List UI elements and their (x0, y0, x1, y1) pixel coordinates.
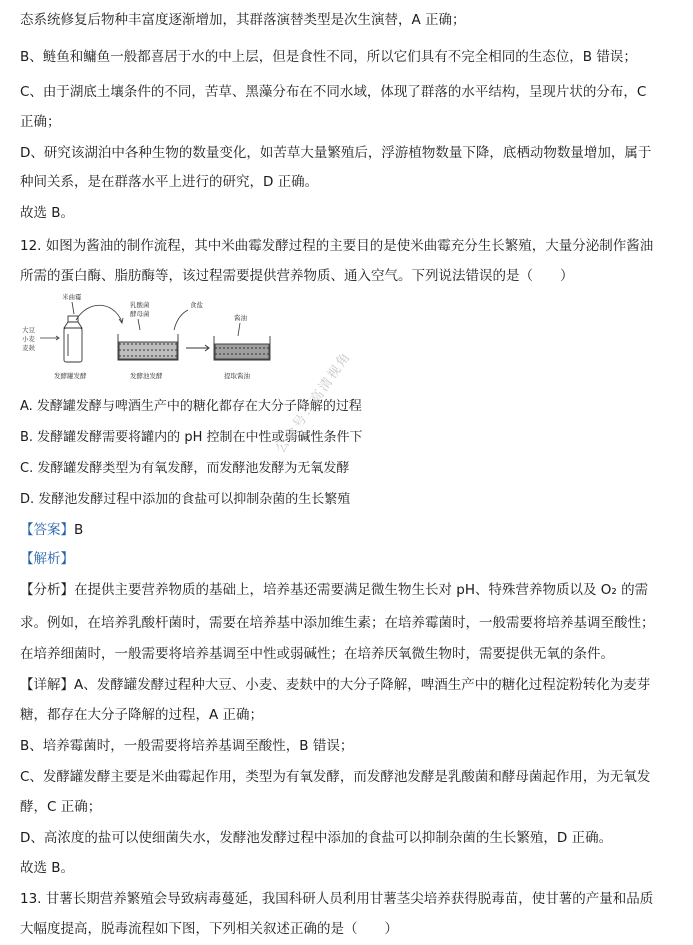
text-line: 正确； (20, 114, 61, 130)
answer (20, 520, 675, 540)
answer-value: B (74, 522, 84, 538)
analysis-label: 【解析】 (20, 551, 74, 567)
question-13-stem: 大幅度提高，脱毒流程如下图，下列相关叙述正确的是（ ） (20, 921, 398, 937)
analysis-line: 糖，都存在大分子降解的过程，A 正确； (20, 707, 264, 723)
label-stage: 提取酱油 (224, 372, 250, 380)
label-stage: 发酵池发酵 (130, 372, 163, 380)
question-12-stem: 所需的蛋白酶、脂肪酶等，该过程需要提供营养物质、通入空气。下列说法错误的是（ ） (20, 268, 574, 284)
question-13-stem: 13. 甘薯长期营养繁殖会导致病毒蔓延，我国科研人员利用甘薯茎尖培养获得脱毒苗，使甘薯的产量和品质 (20, 891, 654, 907)
question-12-stem: 12. 如图为酱油的制作流程，其中米曲霉发酵过程的主要目的是使米曲霉充分生长繁殖，大量分泌制作酱油 (20, 238, 654, 254)
analysis-line: 在培养细菌时，一般需要将培养基调至中性或弱碱性；在培养厌氧微生物时，需要提供无氧的条件。 (20, 646, 614, 662)
label-input: 小麦 (22, 335, 35, 343)
label-stage: 发酵罐发酵 (54, 372, 87, 380)
option-b: B. 发酵罐发酵需要将罐内的 pH 控制在中性或弱碱性条件下 (20, 430, 363, 445)
option-d: D. 发酵池发酵过程中添加的食盐可以抑制杂菌的生长繁殖 (20, 492, 351, 507)
analysis-line: 求。例如，在培养乳酸杆菌时，需要在培养基中添加维生素；在培养霉菌时，一般需要将培养基调至酸性； (20, 615, 655, 631)
text-line: 态系统修复后物种丰富度逐渐增加，其群落演替类型是次生演替，A 正确； (20, 12, 466, 28)
text-line: B、鲢鱼和鳙鱼一般都喜居于水的中上层，但是食性不同，所以它们具有不完全相同的生态位，B 错误； (20, 49, 637, 65)
text-line: C、由于湖底土壤条件的不同，苦草、黑藻分布在不同水域，体现了群落的水平结构，呈现片状的分布，C (20, 84, 647, 100)
text-line: 种间关系，是在群落水平上进行的研究，D 正确。 (20, 174, 319, 190)
soy-sauce-process-diagram (18, 292, 288, 382)
label-input: 大豆 (22, 326, 35, 334)
analysis-line: 【详解】A、发酵罐发酵过程种大豆、小麦、麦麸中的大分子降解，啤酒生产中的糖化过程淀粉转化为麦芽 (20, 677, 651, 693)
label-bacteria: 酵母菌 (130, 310, 150, 318)
label-input: 麦麸 (22, 344, 35, 352)
answer-label: 【答案】 (20, 522, 74, 538)
watermark: 公众号：高清视角 (273, 348, 355, 456)
option-c: C. 发酵罐发酵类型为有氧发酵，而发酵池发酵为无氧发酵 (20, 461, 350, 476)
text-line: 故选 B。 (20, 205, 75, 221)
analysis-line: B、培养霉菌时，一般需要将培养基调至酸性，B 错误； (20, 738, 354, 754)
text-line: D、研究该湖泊中各种生物的数量变化，如苦草大量繁殖后，浮游植物数量下降，底栖动物数量增加，属于 (20, 145, 652, 161)
analysis-line: D、高浓度的盐可以使细菌失水，发酵池发酵过程中添加的食盐可以抑制杂菌的生长繁殖，D 正确。 (20, 830, 613, 846)
analysis-line: C、发酵罐发酵主要是米曲霉起作用，类型为有氧发酵，而发酵池发酵是乳酸菌和酵母菌起作用，为无氧发 (20, 769, 651, 785)
analysis-line: 【分析】在提供主要营养物质的基础上，培养基还需要满足微生物生长对 pH、特殊营养物质以及 O₂ 的需 (20, 582, 649, 598)
analysis-line: 酵，C 正确； (20, 799, 102, 815)
extraction-vessel (214, 336, 270, 360)
option-a: A. 发酵罐发酵与啤酒生产中的糖化都存在大分子降解的过程 (20, 399, 362, 414)
analysis-line: 故选 B。 (20, 860, 75, 876)
label-soy-sauce: 酱油 (234, 314, 247, 322)
fermentation-tank (64, 316, 82, 362)
label-bacteria: 乳酸菌 (130, 301, 150, 309)
label-salt: 食盐 (190, 301, 203, 309)
fermentation-pool (118, 334, 178, 360)
label-mold: 米曲霉 (62, 293, 82, 301)
